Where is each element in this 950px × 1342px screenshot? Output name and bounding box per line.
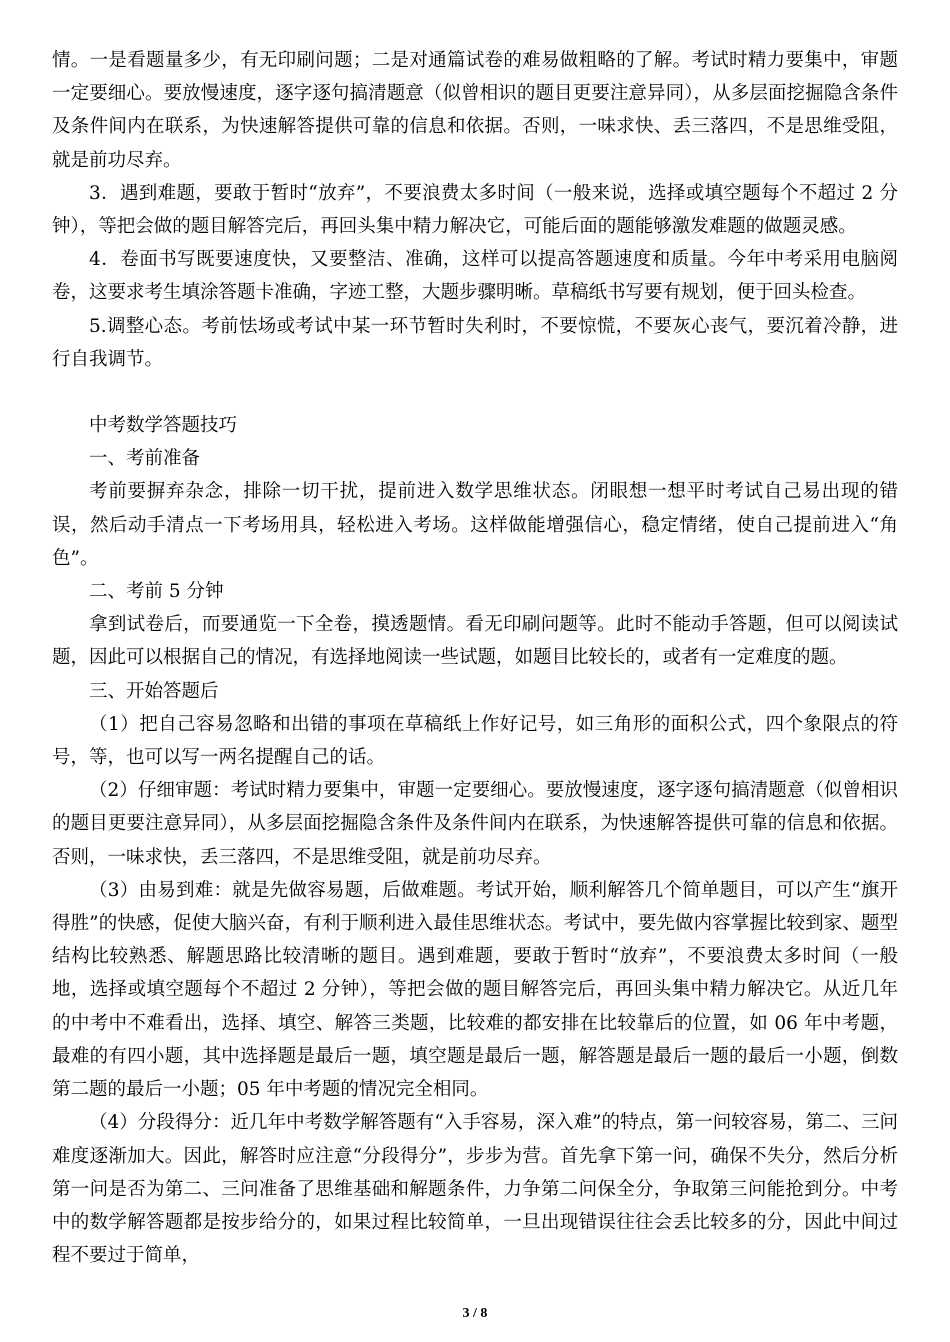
document-body <box>52 44 898 1272</box>
section-title: 中考数学答题技巧 <box>89 415 238 437</box>
paragraph-five-minutes: 拿到试卷后，而要通览一下全卷，摸透题情。看无印刷问题等。此时不能动手答题，但可以阅读试题，因此可以根据自己的情况，有选择地阅读一些试题，如题目比较长的，或者有一定难度的题。 <box>52 614 898 669</box>
paragraph-tip-3: （3）由易到难：就是先做容易题，后做难题。考试开始，顺利解答几个简单题目，可以产生“旗开得胜”的快感，促使大脑兴奋，有利于顺利进入最佳思维状态。考试中，要先做内容掌握比较到家、题型结构比较熟悉、解题思路比较清晰的题目。遇到难题，要敢于暂时“放弃”，不要浪费太多时间（一般地，选择或填空题每个不超过 2 分钟），等把会做的题目解答完后，再回头集中精力解决它。从近几年的中考中不难看出，选择、填空、解答三类题，比较难的都安排在比较靠后的位置，如 06 年中考题，最难的有四小题，其中选择题是最后一题，填空题是最后一题，解答题是最后一题的最后一小题，倒数第二题的最后一小题；05 年中考题的情况完全相同。 <box>52 879 898 1101</box>
subsection-heading-1: 一、考前准备 <box>89 448 201 470</box>
paragraph-item-5: 5.调整心态。考前怯场或考试中某一环节暂时失利时，不要惊慌，不要灰心丧气，要沉着冷静，进行自我调节。 <box>52 315 898 370</box>
paragraph-prep: 考前要摒弃杂念，排除一切干扰，提前进入数学思维状态。闭眼想一想平时考试自己易出现的错误，然后动手清点一下考场用具，轻松进入考场。这样做能增强信心，稳定情绪，使自己提前进入“角色”。 <box>52 481 898 569</box>
paragraph-item-4: 4．卷面书写既要速度快，又要整洁、准确，这样可以提高答题速度和质量。今年中考采用电脑阅卷，这要求考生填涂答题卡准确，字迹工整，大题步骤明晰。草稿纸书写要有规划，便于回头检查。 <box>52 249 898 304</box>
page-number: 3 / 8 <box>462 1306 488 1321</box>
paragraph-continuation: 情。一是看题量多少，有无印刷问题；二是对通篇试卷的难易做粗略的了解。考试时精力要集中，审题一定要细心。要放慢速度，逐字逐句搞清题意（似曾相识的题目更要注意异同），从多层面挖掘隐含条件及条件间内在联系，为快速解答提供可靠的信息和依据。否则，一味求快、丢三落四，不是思维受阻，就是前功尽弃。 <box>52 50 898 171</box>
subsection-heading-2: 二、考前 5 分钟 <box>89 581 224 603</box>
paragraph-gap <box>52 376 898 409</box>
subsection-heading-3: 三、开始答题后 <box>89 680 219 702</box>
paragraph-tip-4: （4）分段得分：近几年中考数学解答题有“入手容易，深入难”的特点，第一问较容易，第二、三问难度逐渐加大。因此，解答时应注意“分段得分”，步步为营。首先拿下第一问，确保不失分，然后分析第一问是否为第二、三问准备了思维基础和解题条件，力争第二问保全分，争取第三问能抢到分。中考中的数学解答题都是按步给分的，如果过程比较简单，一旦出现错误往往会丢比较多的分，因此中间过程不要过于简单， <box>52 1112 898 1267</box>
paragraph-tip-2: （2）仔细审题：考试时精力要集中，审题一定要细心。要放慢速度，逐字逐句搞清题意（似曾相识的题目更要注意异同），从多层面挖掘隐含条件及条件间内在联系，为快速解答提供可靠的信息和依据。否则，一味求快，丢三落四，不是思维受阻，就是前功尽弃。 <box>52 780 898 868</box>
paragraph-tip-1: （1）把自己容易忽略和出错的事项在草稿纸上作好记号，如三角形的面积公式，四个象限点的符号，等，也可以写一两名提醒自己的话。 <box>52 713 898 769</box>
paragraph-item-3: 3．遇到难题，要敢于暂时“放弃”，不要浪费太多时间（一般来说，选择或填空题每个不超过 2 分钟），等把会做的题目解答完后，再回头集中精力解决它，可能后面的题能够激发难题的做题灵感。 <box>52 182 898 238</box>
